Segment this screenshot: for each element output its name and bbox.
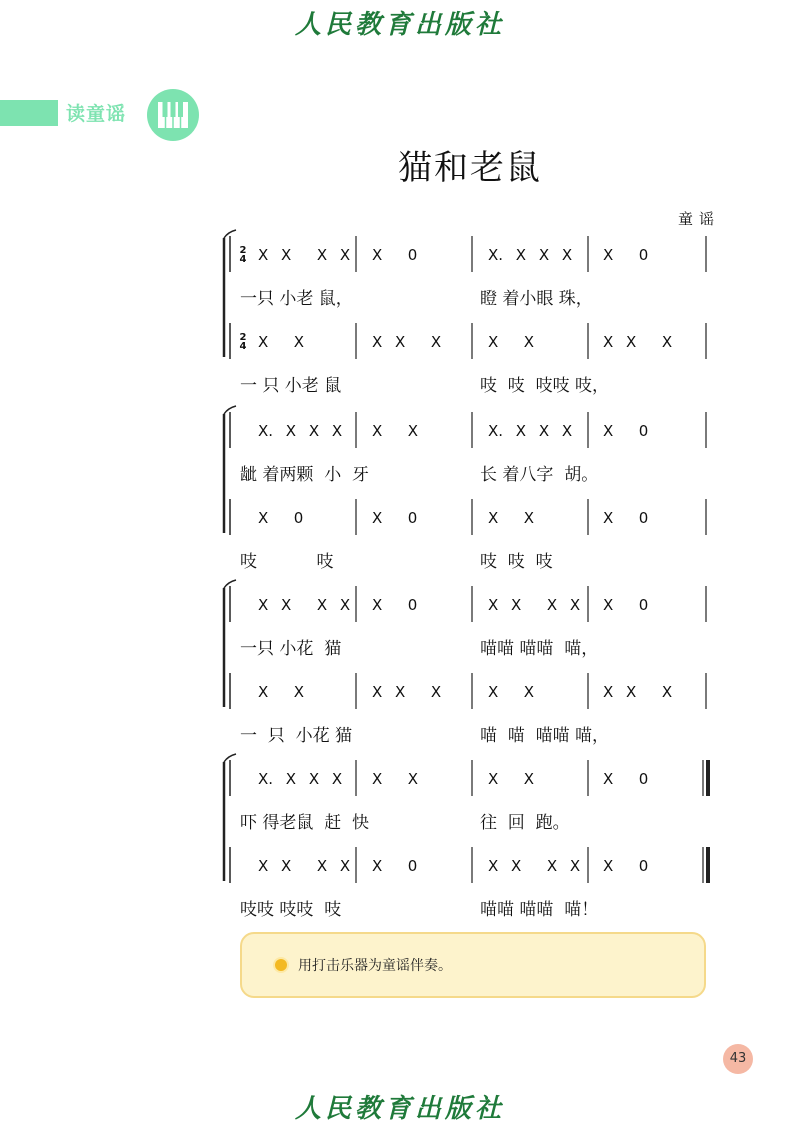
measure-notes: X 0 (372, 857, 418, 875)
lyric-line: 一 只 小花 猫 (240, 726, 353, 746)
page-number: 43 (723, 1044, 753, 1074)
measure-notes: X X X (372, 333, 442, 351)
lyric-line: 吓 得老鼠 赶 快 (240, 813, 370, 833)
lyric-line: 龇 着两颗 小 牙 (240, 465, 370, 485)
lyric-line: 吱吱 吱吱 吱 (240, 900, 342, 920)
section-label: 读童谣 (66, 103, 127, 125)
measure-notes: X X (372, 422, 419, 440)
measure-notes: X X X X (488, 857, 581, 875)
time-signature-top: 2 (239, 332, 247, 343)
time-signature-bottom: 4 (239, 254, 247, 265)
lyric-line: 瞪 着小眼 珠， (480, 289, 593, 309)
measure-notes: X 0 (603, 422, 649, 440)
measure-notes: X 0 (603, 509, 649, 527)
lyric-line: 喵喵 喵喵 喵， (480, 639, 599, 659)
measure-notes: X X X (372, 683, 442, 701)
measure-notes: X. X X X (488, 422, 573, 440)
song-genre: 童谣 (677, 210, 720, 228)
measure-notes: X X (258, 333, 305, 351)
measure-notes: X 0 (372, 246, 418, 264)
activity-box (240, 932, 706, 998)
lyric-line: 往 回 跑。 (480, 813, 570, 833)
publisher-logo-bottom: 人民教育出版社 (294, 1094, 505, 1124)
lyric-line: 吱 吱 吱吱 吱， (480, 376, 610, 396)
measure-notes: X 0 (603, 596, 649, 614)
measure-notes: X. X X X (258, 422, 343, 440)
measure-notes: X X X X (258, 246, 351, 264)
measure-notes: X 0 (603, 770, 649, 788)
measure-notes: X. X X X (488, 246, 573, 264)
measure-notes: X 0 (603, 857, 649, 875)
lyric-line: 吱 吱 (240, 552, 334, 572)
measure-notes: X X (488, 683, 535, 701)
time-signature (238, 246, 248, 264)
measure-notes: X X (488, 333, 535, 351)
publisher-logo-top: 人民教育出版社 (294, 10, 505, 40)
measure-notes: X 0 (258, 509, 304, 527)
lyric-line: 吱 吱 吱 (480, 552, 553, 572)
time-signature (238, 333, 248, 351)
measure-notes: X 0 (372, 509, 418, 527)
measure-notes: X 0 (372, 596, 418, 614)
measure-notes: X. X X X (258, 770, 343, 788)
measure-notes: X X (258, 683, 305, 701)
measure-notes: X X (488, 509, 535, 527)
lyric-line: 喵喵 喵喵 喵！ (480, 900, 599, 920)
measure-notes: X 0 (603, 246, 649, 264)
lyric-line: 一只 小老 鼠， (240, 289, 353, 309)
lyric-line: 喵 喵 喵喵 喵， (480, 726, 610, 746)
time-signature-bottom: 4 (239, 341, 247, 352)
activity-text: 用打击乐器为童谣伴奏。 (298, 958, 452, 974)
measure-notes: X X X (603, 683, 673, 701)
measure-notes: X X (488, 770, 535, 788)
lyric-line: 一 只 小老 鼠 (240, 376, 342, 396)
measure-notes: X X X (603, 333, 673, 351)
measure-notes: X X X X (258, 857, 351, 875)
lyric-line: 一只 小花 猫 (240, 639, 342, 659)
time-signature-top: 2 (239, 245, 247, 256)
measure-notes: X X X X (258, 596, 351, 614)
lyric-line: 长 着八字 胡。 (480, 465, 599, 485)
measure-notes: X X X X (488, 596, 581, 614)
song-title: 猫和老鼠 (398, 148, 542, 188)
measure-notes: X X (372, 770, 419, 788)
bullet-icon (275, 959, 287, 971)
